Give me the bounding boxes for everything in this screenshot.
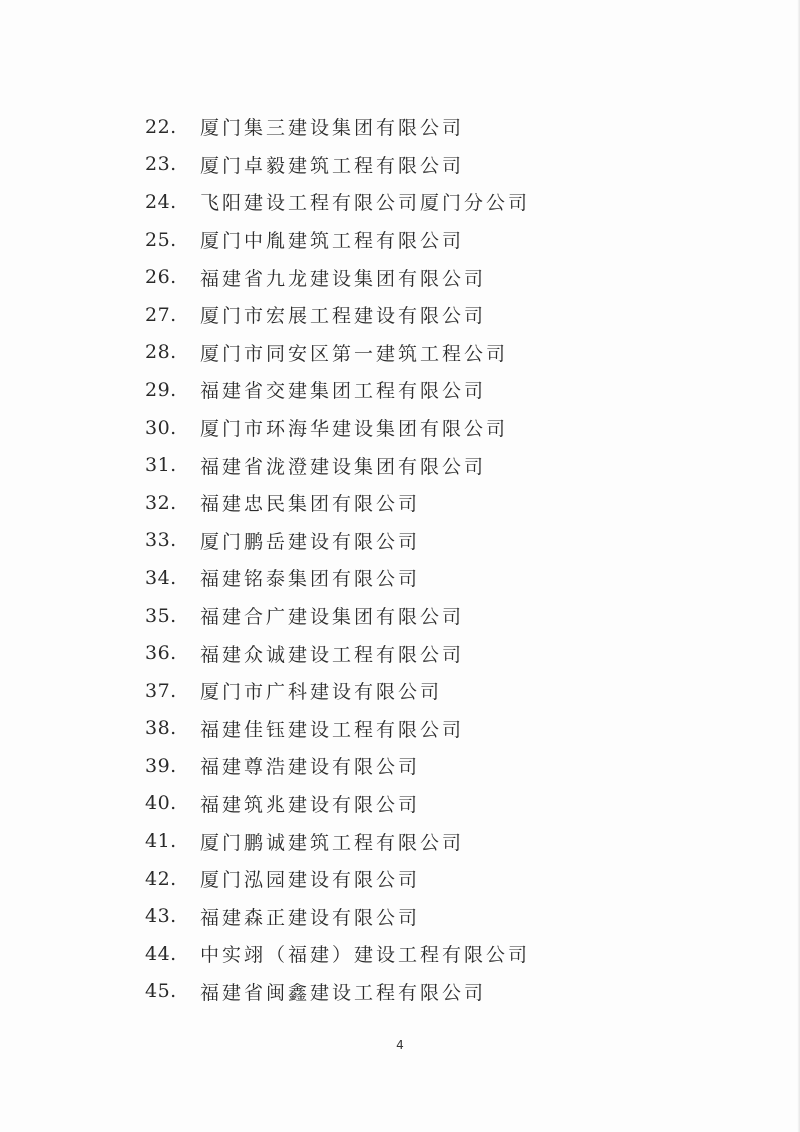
list-item [145,446,530,484]
list-item [145,559,530,597]
company-name: 厦门市广科建设有限公司 [200,681,443,704]
item-number: 38. [145,717,177,740]
item-number: 43. [145,905,177,928]
item-number: 36. [145,642,177,665]
item-number: 28. [145,341,177,364]
company-name: 厦门市宏展工程建设有限公司 [200,305,487,328]
item-number: 40. [145,792,177,815]
list-item [145,108,530,146]
list-item [145,785,530,823]
company-name: 福建筑兆建设有限公司 [200,793,421,816]
company-name: 福建尊浩建设有限公司 [200,756,421,779]
item-number: 37. [145,679,177,702]
company-name: 厦门鹏诚建筑工程有限公司 [200,831,465,854]
list-item [145,710,530,748]
company-name: 福建铭泰集团有限公司 [200,568,421,591]
company-name: 福建省交建集团工程有限公司 [200,380,487,403]
item-number: 32. [145,491,177,514]
item-number: 26. [145,266,177,289]
item-number: 44. [145,942,177,965]
list-item [145,860,530,898]
list-item [145,522,530,560]
item-number: 33. [145,529,177,552]
item-number: 22. [145,115,177,138]
company-name: 厦门市环海华建设集团有限公司 [200,418,509,441]
item-number: 31. [145,454,177,477]
item-number: 34. [145,566,177,589]
company-name: 厦门卓毅建筑工程有限公司 [200,154,465,177]
company-name: 中实翊（福建）建设工程有限公司 [200,944,531,967]
item-number: 24. [145,190,177,213]
company-name: 福建忠民集团有限公司 [200,493,421,516]
list-item [145,296,530,334]
list-item [145,334,530,372]
company-name: 厦门集三建设集团有限公司 [200,117,465,140]
list-item [145,897,530,935]
company-name: 福建合广建设集团有限公司 [200,606,465,629]
page-number: 4 [396,1038,404,1052]
company-name: 飞阳建设工程有限公司厦门分公司 [200,192,531,215]
item-number: 25. [145,228,177,251]
item-number: 35. [145,604,177,627]
item-number: 39. [145,754,177,777]
company-name: 福建森正建设有限公司 [200,906,421,929]
company-name: 福建众诚建设工程有限公司 [200,643,465,666]
company-name: 福建省九龙建设集团有限公司 [200,267,487,290]
company-name: 厦门中胤建筑工程有限公司 [200,230,465,253]
list-item [145,146,530,184]
company-name: 厦门市同安区第一建筑工程公司 [200,342,509,365]
item-number: 27. [145,303,177,326]
company-name: 福建省泷澄建设集团有限公司 [200,455,487,478]
list-item [145,597,530,635]
list-item [145,183,530,221]
list-item [145,822,530,860]
company-name: 厦门泓园建设有限公司 [200,869,421,892]
item-number: 30. [145,416,177,439]
list-item [145,634,530,672]
list-item [145,484,530,522]
company-list [145,108,530,1010]
list-item [145,258,530,296]
list-item [145,935,530,973]
list-item [145,672,530,710]
list-item [145,221,530,259]
list-item [145,371,530,409]
company-name: 厦门鹏岳建设有限公司 [200,530,421,553]
item-number: 45. [145,980,177,1003]
item-number: 41. [145,830,177,853]
company-name: 福建省闽鑫建设工程有限公司 [200,981,487,1004]
list-item [145,747,530,785]
list-item [145,973,530,1011]
item-number: 23. [145,153,177,176]
list-item [145,409,530,447]
item-number: 29. [145,378,177,401]
company-name: 福建佳钰建设工程有限公司 [200,718,465,741]
item-number: 42. [145,867,177,890]
